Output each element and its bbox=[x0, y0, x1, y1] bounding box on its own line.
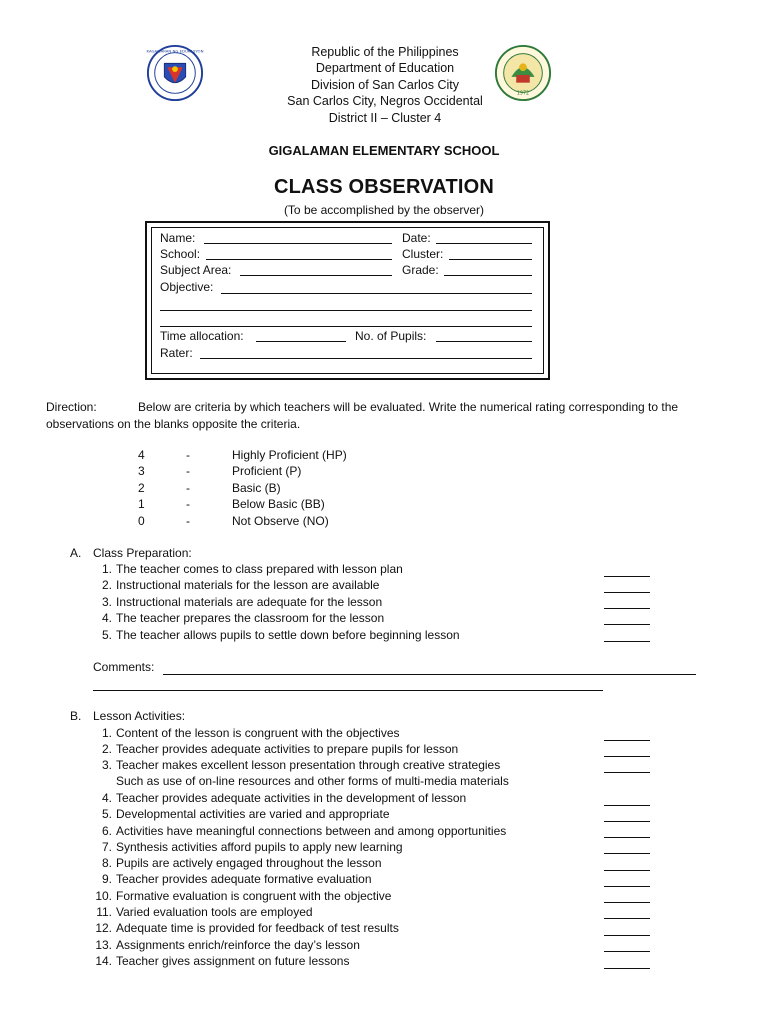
grade-label: Grade: bbox=[402, 263, 439, 277]
comments-field[interactable] bbox=[163, 674, 696, 675]
svg-text:1972: 1972 bbox=[516, 91, 530, 97]
rating-dash: - bbox=[186, 448, 190, 462]
rating-description: Proficient (P) bbox=[232, 464, 302, 478]
rating-dash: - bbox=[186, 497, 190, 511]
item-number: 9. bbox=[101, 872, 112, 886]
pupils-count-label: No. of Pupils: bbox=[355, 329, 427, 343]
item-text: Formative evaluation is congruent with the objective bbox=[116, 889, 392, 903]
date-field[interactable] bbox=[436, 243, 532, 244]
rating-blank[interactable] bbox=[604, 576, 650, 577]
objective-field-line-3[interactable] bbox=[160, 326, 532, 327]
item-text: Assignments enrich/reinforce the day’s lesson bbox=[116, 938, 360, 952]
school-label: School: bbox=[160, 247, 201, 261]
rating-blank[interactable] bbox=[604, 756, 650, 757]
rating-blank[interactable] bbox=[604, 951, 650, 952]
comments-label: Comments: bbox=[93, 660, 155, 674]
header-line-5: District II – Cluster 4 bbox=[328, 110, 442, 125]
time-allocation-field[interactable] bbox=[256, 341, 346, 342]
item-text: Activities have meaningful connections between and among opportunities bbox=[116, 824, 507, 838]
item-text: Synthesis activities afford pupils to apply new learning bbox=[116, 840, 403, 854]
deped-seal-logo bbox=[146, 44, 204, 102]
item-text: The teacher prepares the classroom for the lesson bbox=[116, 611, 385, 625]
item-text: Teacher gives assignment on future lessons bbox=[116, 954, 350, 968]
rating-blank[interactable] bbox=[604, 902, 650, 903]
item-text: The teacher comes to class prepared with lesson plan bbox=[116, 562, 403, 576]
rating-blank[interactable] bbox=[604, 608, 650, 609]
observer-info-box-inner bbox=[151, 227, 544, 374]
rating-dash: - bbox=[186, 514, 190, 528]
rating-value: 1 bbox=[138, 497, 145, 511]
rating-blank[interactable] bbox=[604, 886, 650, 887]
item-number: 7. bbox=[101, 840, 112, 854]
rater-field[interactable] bbox=[200, 358, 532, 359]
objective-field-line-2[interactable] bbox=[160, 310, 532, 311]
name-field[interactable] bbox=[204, 243, 392, 244]
rating-blank[interactable] bbox=[604, 918, 650, 919]
item-text: Teacher makes excellent lesson presentation through creative strategies bbox=[116, 758, 501, 772]
item-text: Instructional materials are adequate for the lesson bbox=[116, 595, 383, 609]
rating-dash: - bbox=[186, 464, 190, 478]
item-text: Teacher provides adequate activities in the development of lesson bbox=[116, 791, 467, 805]
item-text: Instructional materials for the lesson are available bbox=[116, 578, 380, 592]
item-number: 5. bbox=[101, 628, 112, 642]
item-number: 14. bbox=[95, 954, 112, 968]
item-number: 6. bbox=[101, 824, 112, 838]
rating-dash: - bbox=[186, 481, 190, 495]
document-subtitle: (To be accomplished by the observer) bbox=[283, 203, 485, 217]
svg-text:KAGAWARAN NG EDUKASYON: KAGAWARAN NG EDUKASYON bbox=[146, 48, 204, 54]
header-line-2: Department of Education bbox=[315, 61, 455, 76]
rating-value: 0 bbox=[138, 514, 145, 528]
item-number: 5. bbox=[101, 807, 112, 821]
direction-paragraph bbox=[46, 399, 726, 432]
item-text: The teacher allows pupils to settle down before beginning lesson bbox=[116, 628, 460, 642]
item-number: 3. bbox=[101, 595, 112, 609]
item-number: 4. bbox=[101, 791, 112, 805]
rating-blank[interactable] bbox=[604, 740, 650, 741]
item-text: Teacher provides adequate formative evaluation bbox=[116, 872, 372, 886]
item-number: 1. bbox=[101, 726, 112, 740]
item-number: 8. bbox=[101, 856, 112, 870]
time-allocation-label: Time allocation: bbox=[160, 329, 244, 343]
item-number: 1. bbox=[101, 562, 112, 576]
item-text: Varied evaluation tools are employed bbox=[116, 905, 313, 919]
objective-label: Objective: bbox=[160, 280, 214, 294]
rating-blank[interactable] bbox=[604, 853, 650, 854]
subject-area-label: Subject Area: bbox=[160, 263, 232, 277]
rating-blank[interactable] bbox=[604, 870, 650, 871]
item-text: Content of the lesson is congruent with the objectives bbox=[116, 726, 400, 740]
direction-text: Below are criteria by which teachers will be evaluated. Write the numerical rating corresponding to the observations on the blanks opposite the criteria. bbox=[46, 400, 679, 431]
objective-field[interactable] bbox=[221, 293, 532, 294]
rater-label: Rater: bbox=[160, 346, 193, 360]
header-line-1: Republic of the Philippines bbox=[311, 45, 459, 59]
rating-blank[interactable] bbox=[604, 624, 650, 625]
header-line-3: Division of San Carlos City bbox=[311, 77, 459, 92]
item-number: 11. bbox=[96, 905, 112, 919]
rating-blank[interactable] bbox=[604, 821, 650, 822]
rating-blank[interactable] bbox=[604, 837, 650, 838]
section-b-letter: B. bbox=[70, 709, 82, 723]
rating-value: 2 bbox=[138, 481, 145, 495]
date-label: Date: bbox=[402, 231, 431, 245]
rating-blank[interactable] bbox=[604, 805, 650, 806]
item-text: Pupils are actively engaged throughout the lesson bbox=[116, 856, 382, 870]
rating-description: Highly Proficient (HP) bbox=[232, 448, 347, 462]
item-number: 2. bbox=[101, 742, 112, 756]
grade-field[interactable] bbox=[444, 275, 532, 276]
rating-blank[interactable] bbox=[604, 641, 650, 642]
direction-label: Direction: bbox=[46, 400, 97, 414]
rating-blank[interactable] bbox=[604, 935, 650, 936]
item-text: Developmental activities are varied and appropriate bbox=[116, 807, 390, 821]
item-number: 13. bbox=[95, 938, 112, 952]
rating-blank[interactable] bbox=[604, 968, 650, 969]
subject-area-field[interactable] bbox=[240, 275, 392, 276]
rating-blank[interactable] bbox=[604, 772, 650, 773]
rating-description: Below Basic (BB) bbox=[232, 497, 325, 511]
item-number: 10. bbox=[95, 889, 112, 903]
school-field[interactable] bbox=[206, 259, 392, 260]
section-a-title: Class Preparation: bbox=[93, 546, 192, 560]
item-number: 2. bbox=[101, 578, 112, 592]
rating-description: Not Observe (NO) bbox=[232, 514, 329, 528]
item-text: Teacher provides adequate activities to prepare pupils for lesson bbox=[116, 742, 459, 756]
section-a-letter: A. bbox=[70, 546, 82, 560]
document-title: CLASS OBSERVATION bbox=[273, 176, 495, 198]
comments-field-line-2[interactable] bbox=[93, 690, 603, 691]
section-b-title: Lesson Activities: bbox=[93, 709, 186, 723]
rating-value: 4 bbox=[138, 448, 145, 462]
item-number: 12. bbox=[95, 921, 112, 935]
item-number: 3. bbox=[101, 758, 112, 772]
rating-description: Basic (B) bbox=[232, 481, 281, 495]
school-name: GIGALAMAN ELEMENTARY SCHOOL bbox=[268, 143, 500, 158]
item-text: Adequate time is provided for feedback of test results bbox=[116, 921, 399, 935]
cluster-field[interactable] bbox=[449, 259, 532, 260]
rating-blank[interactable] bbox=[604, 592, 650, 593]
item-number: 4. bbox=[101, 611, 112, 625]
rating-value: 3 bbox=[138, 464, 145, 478]
cluster-label: Cluster: bbox=[402, 247, 444, 261]
name-label: Name: bbox=[160, 231, 196, 245]
observer-info-box bbox=[145, 221, 550, 380]
item-text: Such as use of on-line resources and other forms of multi-media materials bbox=[116, 774, 509, 788]
agency-header bbox=[220, 44, 550, 126]
header-line-4: San Carlos City, Negros Occidental bbox=[287, 94, 483, 109]
pupils-count-field[interactable] bbox=[436, 341, 532, 342]
